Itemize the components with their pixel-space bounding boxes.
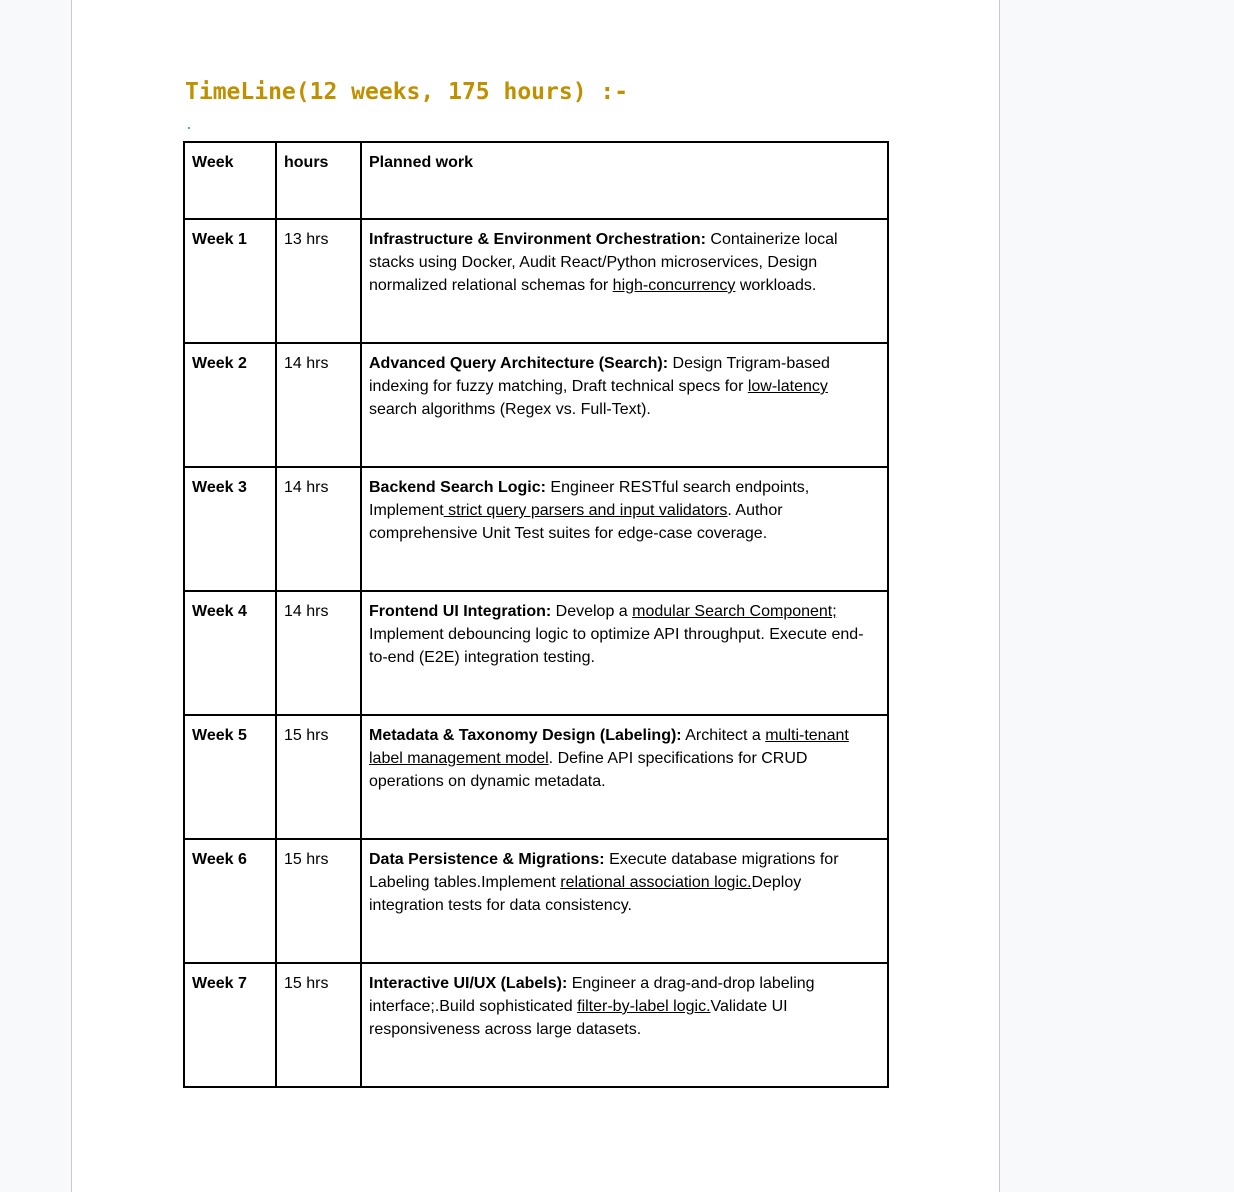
- hours-cell: 14 hrs: [276, 591, 361, 715]
- planned-work-cell: [361, 839, 888, 963]
- week-cell: Week 5: [184, 715, 276, 839]
- work-underlined-text: modular Search Component;: [632, 603, 837, 620]
- work-text: workloads.: [735, 277, 817, 294]
- table-row: [184, 219, 888, 343]
- work-text: Develop a: [551, 603, 633, 620]
- week-cell: Week 3: [184, 467, 276, 591]
- table-row: [184, 467, 888, 591]
- planned-work-cell: [361, 963, 888, 1087]
- week-cell: Week 4: [184, 591, 276, 715]
- work-text: Execute database migrations for Labeling tables.Implement: [369, 851, 839, 891]
- week-cell: Week 7: [184, 963, 276, 1087]
- table-row: [184, 591, 888, 715]
- work-underlined-text: filter-by-label logic.: [577, 998, 711, 1015]
- timeline-table: [183, 141, 889, 1088]
- work-heading: Frontend UI Integration:: [369, 603, 552, 620]
- work-heading: Metadata & Taxonomy Design (Labeling):: [369, 727, 682, 744]
- work-heading: Interactive UI/UX (Labels):: [369, 975, 568, 992]
- header-planned-work: Planned work: [361, 142, 888, 219]
- work-underlined-text: low-latency: [747, 378, 828, 395]
- planned-work-cell: [361, 715, 888, 839]
- table-row: [184, 715, 888, 839]
- work-text: search algorithms (Regex vs. Full-Text).: [369, 401, 651, 418]
- table-row: [184, 963, 888, 1087]
- hours-cell: 14 hrs: [276, 343, 361, 467]
- work-underlined-text: relational association logic.: [560, 874, 752, 891]
- planned-work-cell: [361, 219, 888, 343]
- week-cell: Week 6: [184, 839, 276, 963]
- work-heading: Backend Search Logic:: [369, 479, 546, 496]
- work-text: Engineer a drag-and-drop labeling interface;.Build sophisticated: [369, 975, 815, 1015]
- work-text: Design Trigram-based indexing for fuzzy matching, Draft technical specs for: [369, 355, 830, 395]
- work-heading: Infrastructure & Environment Orchestration:: [369, 231, 706, 248]
- planned-work-cell: [361, 591, 888, 715]
- hours-cell: 15 hrs: [276, 963, 361, 1087]
- document-page: [71, 0, 1000, 1192]
- header-hours: hours: [276, 142, 361, 219]
- work-underlined-text: strict query parsers and input validators: [443, 502, 728, 519]
- work-underlined-text: multi-tenant label management model: [369, 727, 849, 767]
- hours-cell: 15 hrs: [276, 839, 361, 963]
- work-text: Architect a: [681, 727, 766, 744]
- hours-cell: 15 hrs: [276, 715, 361, 839]
- work-text: Deploy integration tests for data consistency.: [369, 874, 802, 914]
- text-cursor: [188, 127, 190, 129]
- table-header-row: [184, 142, 888, 219]
- header-week: Week: [184, 142, 276, 219]
- work-text: Validate UI responsiveness across large datasets.: [369, 998, 788, 1038]
- hours-cell: 14 hrs: [276, 467, 361, 591]
- planned-work-cell: [361, 343, 888, 467]
- hours-cell: 13 hrs: [276, 219, 361, 343]
- table-row: [184, 839, 888, 963]
- week-cell: Week 1: [184, 219, 276, 343]
- week-cell: Week 2: [184, 343, 276, 467]
- work-heading: Advanced Query Architecture (Search):: [369, 355, 669, 372]
- work-underlined-text: high-concurrency: [612, 277, 736, 294]
- work-text: Engineer RESTful search endpoints, Implement: [369, 479, 810, 519]
- work-text: Containerize local stacks using Docker, Audit React/Python microservices, Design normalized relational schemas for: [369, 231, 838, 294]
- document-title: TimeLine(12 weeks, 175 hours) :-: [185, 79, 629, 105]
- planned-work-cell: [361, 467, 888, 591]
- work-text: Implement debouncing logic to optimize API throughput. Execute end-to-end (E2E) integration testing.: [369, 626, 864, 666]
- work-text: . Define API specifications for CRUD operations on dynamic metadata.: [369, 750, 808, 790]
- work-text: . Author comprehensive Unit Test suites for edge-case coverage.: [369, 502, 783, 542]
- work-heading: Data Persistence & Migrations:: [369, 851, 605, 868]
- table-row: [184, 343, 888, 467]
